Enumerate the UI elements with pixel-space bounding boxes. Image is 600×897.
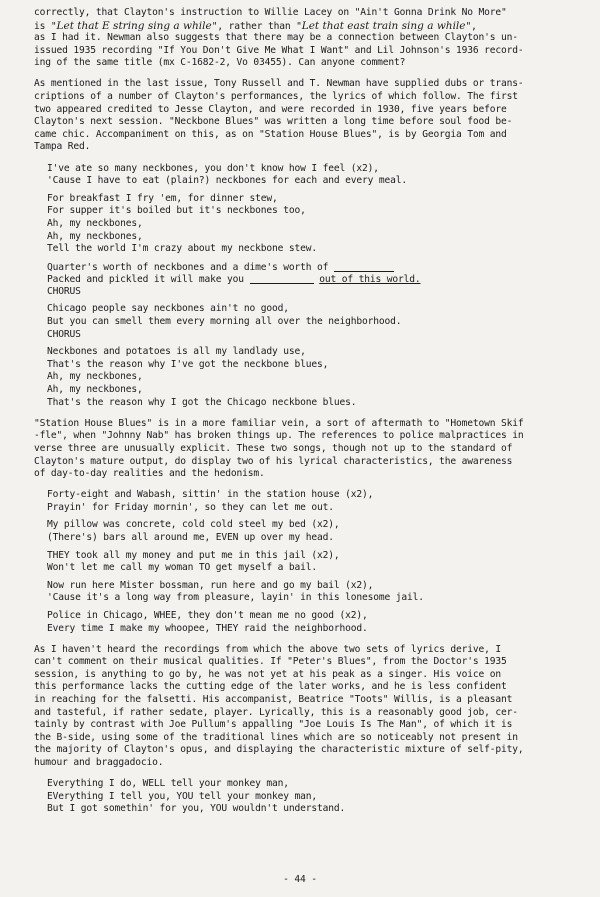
text-line: As I haven't heard the recordings from which the above two sets of lyrics derive, I [34, 643, 501, 655]
text-line: can't comment on their musical qualities. If "Peter's Blues", from the Doctor's 1935 [34, 656, 507, 668]
page-number: - 44 - [283, 874, 317, 885]
text-line: and tasteful, if rather sedate, player. Lyrically, this is a reasonably good job, cer- [34, 706, 518, 718]
text-line: Clayton's next session. "Neckbone Blues" was written a long time before soul food be- [34, 116, 513, 128]
paragraph-peters-blues [34, 644, 586, 770]
text-line: issued 1935 recording "If You Don't Give Me What I Want" and Lil Johnson's 1936 record- [34, 44, 524, 56]
chorus-marker: CHORUS [47, 285, 81, 297]
verse: My pillow was concrete, cold cold steel my bed (x2), (There's) bars all around me, EVEN up over my head. [47, 519, 340, 543]
chorus-marker: CHORUS [47, 328, 81, 340]
text-line: the majority of Clayton's opus, and displaying the characteristic mixture of self-pity, [34, 744, 524, 756]
text-line: criptions of a number of Clayton's performances, the lyrics of which follow. The first [34, 91, 518, 103]
text-line: of day-to-day realities and the hedonism. [34, 468, 265, 480]
text-line: as I had it. Newman also suggests that there may be a connection between Clayton's un- [34, 32, 518, 44]
text-line: As mentioned in the last issue, Tony Russell and T. Newman have supplied dubs or trans- [34, 78, 524, 90]
verse: Police in Chicago, WHEE, they don't mean me no good (x2), Every time I make my whoopee, THEY raid the neighborhood. [47, 609, 368, 634]
text-line: came chic. Accompaniment on this, as on "Station House Blues", is by Georgia Tom and [34, 128, 507, 140]
text-line: correctly, that Clayton's instruction to Willie Lacey on "Ain't Gonna Drink No More" [34, 7, 507, 18]
text-line: -fle", when "Johnny Nab" has broken things up. The references to police malpractices in [34, 430, 524, 442]
lyrics-station-house-blues [34, 489, 586, 635]
text-line: the B-side, using some of the traditional lines which are so noticeably not present in [34, 731, 518, 743]
blank-line [250, 273, 314, 284]
text-line: this performance lacks the cutting edge of the later works, and he is less confident [34, 681, 507, 693]
text-line: two appeared credited to Jesse Clayton, and were recorded in 1930, five years before [34, 103, 507, 115]
text-line: Clayton's mature output, do display two of his lyrical characteristics, the awareness [34, 455, 513, 467]
verse: Quarter's worth of neckbones and a dime's worth of Packed and pickled it will make you out of this world. CHORUS [47, 261, 586, 299]
quoted-lyric-correct: Let that E string sing a while [56, 19, 212, 32]
verse: Now run here Mister bossman, run here and go my bail (x2), 'Cause it's a long way from pleasure, layin' in this lonesome jail. [47, 579, 424, 604]
verse: Neckbones and potatoes is all my landlady use, That's the reason why I've got the neckbone blues, Ah, my neckbones, Ah, my neckbones, That's the reason why I got the Chicago neckbone blues. [47, 346, 357, 408]
text-line: Tampa Red. [34, 141, 91, 153]
text-line: ing of the same title (mx C-1682-2, Vo 03455). Can anyone comment? [34, 57, 406, 69]
verse: THEY took all my money and put me in this jail (x2), Won't let me call my woman TO get myself a bail. [47, 549, 340, 574]
paragraph-intro [34, 7, 586, 70]
quoted-lyric-wrong: Let that east train sing a while [301, 19, 466, 32]
verse: For breakfast I fry 'em, for dinner stew, For supper it's boiled but it's neckbones too, Ah, my neckbones, Ah, my neckbones, Tell the world I'm crazy about my neckbone stew. [47, 192, 318, 255]
verse: Forty-eight and Wabash, sittin' in the station house (x2), Prayin' for Friday mornin', so they can let me out. [47, 489, 374, 513]
paragraph-station-house [34, 418, 586, 481]
text-line: in reaching for the falsetti. His accompanist, Beatrice "Toots" Willis, is a pleasant [34, 694, 513, 705]
verse: I've ate so many neckbones, you don't know how I feel (x2), 'Cause I have to eat (plain?) neckbones for each and every meal. [47, 162, 408, 187]
text-line: humour and braggadocio. [34, 756, 164, 768]
text-line: verse three are unusually explicit. These two songs, though not up to the standard of [34, 442, 513, 454]
paragraph-lyrics-intro [34, 78, 586, 154]
text-line: "Station House Blues" is in a more familiar vein, a sort of aftermath to "Hometown Skif [34, 417, 524, 429]
blank-line [334, 261, 394, 272]
text-line: session, is anything to go by, he was not yet at his peak as a singer. His voice on [34, 668, 501, 680]
text-line: tainly by contrast with Joe Pullum's appalling "Joe Louis Is The Man", of which it is [34, 719, 513, 731]
lyrics-neckbone-blues [34, 163, 586, 410]
lyrics-peters-blues: Everything I do, WELL tell your monkey man, EVerything I tell you, YOU tell your monkey man, But I got somethin' for you, YOU wouldn't understand. [47, 778, 346, 815]
verse: Chicago people say neckbones ain't no good, But you can smell them every morning all over the neighborhood. CHORUS [47, 303, 586, 341]
text-line: is "Let that E string sing a while", rather than "Let that east train sing a while", [34, 19, 477, 32]
